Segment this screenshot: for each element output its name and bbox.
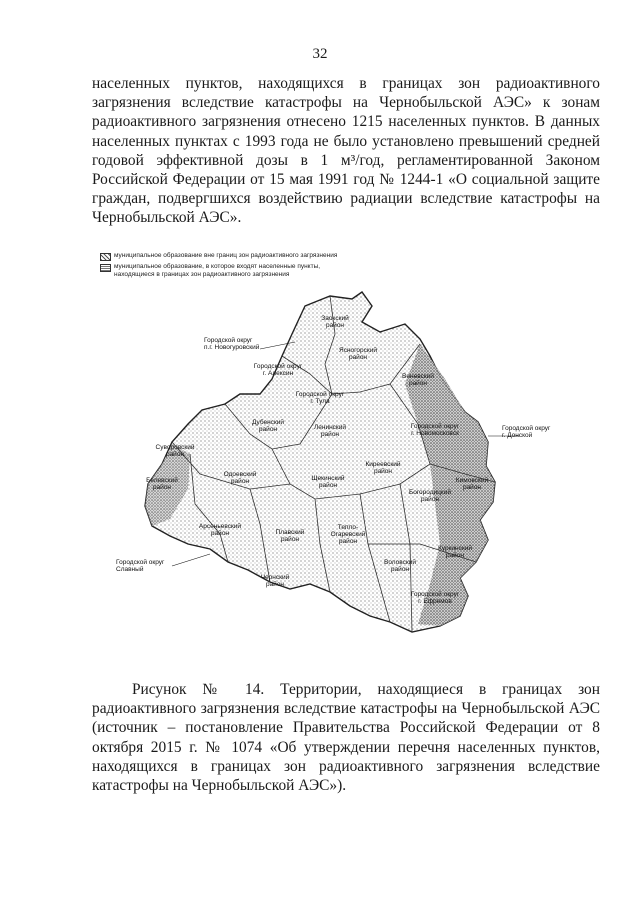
- label-slavny: Городской округ Славный: [116, 559, 165, 573]
- label-arsenyevsky: Арсеньевский район: [198, 523, 242, 537]
- label-odoevsky: Одоевский район: [223, 471, 257, 485]
- page-number: 32: [312, 46, 328, 62]
- label-shchekinsky: Щекинский район: [311, 475, 345, 489]
- label-belevsky: Белевский район: [146, 477, 178, 491]
- label-yasnogorsky: Ясногорский район: [339, 347, 377, 361]
- legend-label: муниципальное образование вне границ зон радиоактивного загрязнения: [114, 252, 338, 259]
- label-suvorovsky: Суворовский район: [155, 444, 195, 458]
- label-venevsky: Веневский район: [402, 373, 434, 387]
- label-novomoskovsk-okrug: Городской округ п.г. Новогуровский: [204, 337, 260, 351]
- label-efremov: Городской округ г. Ефремов: [410, 591, 460, 605]
- legend-label: муниципальное образование, в которое входят населенные пункты, находящиеся в границах зон радиоактивного загрязнения: [114, 263, 321, 278]
- intro-paragraph: населенных пунктов, находящихся в границах зон радиоактивного загрязнения вследствие катастрофы на Чернобыльской АЭС» к зонам радиоактивного загрязнения отнесено 1215 населенных пунктов. В данных населенных пунктах с 1993 года не было установлено превышений средней годовой эффективной дозы в 1 м³/год, регламентированной Законом Российской Федерации от 15 мая 1991 год № 1244-1 «О социальной защите граждан, подвергшихся воздействию радиации вследствие катастрофы на Чернобыльской АЭС».: [92, 75, 600, 227]
- label-zaoksky: Заокский район: [321, 315, 349, 329]
- label-aleksin: Городской округ г. Алексин: [253, 363, 303, 377]
- label-plavsky: Плавский район: [275, 529, 305, 543]
- label-dubensky: Дубенский район: [251, 419, 285, 433]
- label-tula: Городской округ г. Тула: [295, 391, 345, 405]
- label-kireevsky: Киреевский район: [365, 461, 401, 475]
- label-donskoy: Городской округ г. Донской: [502, 425, 551, 439]
- label-bogoroditsky: Богородицкий район: [408, 489, 452, 503]
- label-novomoskovsk: Городской округ г. Новомосковск: [410, 423, 460, 437]
- label-kurkinsky: Куркинский район: [438, 545, 472, 559]
- label-leninsky: Ленинский район: [313, 424, 347, 438]
- label-kimovsky: Кимовский район: [455, 477, 489, 491]
- label-volovsky: Воловский район: [383, 559, 417, 573]
- map-figure: [100, 244, 600, 664]
- label-chernsky: Чернский район: [260, 574, 290, 588]
- label-teplo: Тепло-Огаревский район: [330, 524, 366, 545]
- tula-region-map: [100, 244, 600, 664]
- figure-caption: Рисунок № 14. Территории, находящиеся в границах зон радиоактивного загрязнения вследствие катастрофы на Чернобыльской АЭС (источник – постановление Правительства Российской Федерации от 8 октября 2015 г. № 1074 «Об утверждении перечня населенных пунктов, находящихся в границах зон радиоактивного загрязнения вследствие катастрофы на Чернобыльской АЭС»).: [92, 681, 600, 795]
